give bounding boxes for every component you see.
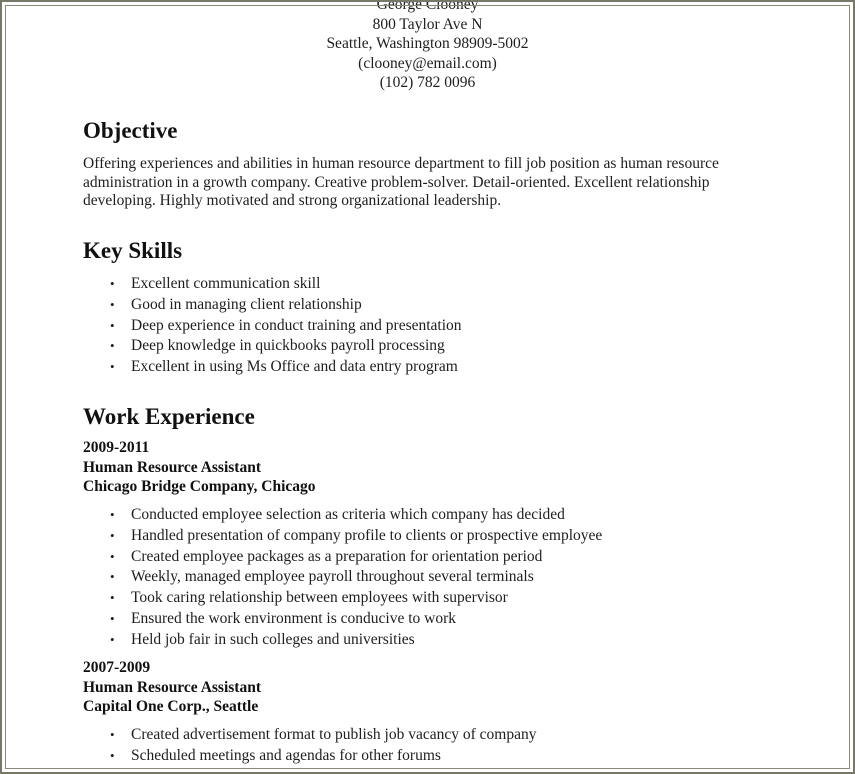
bullet-icon: •: [110, 296, 115, 312]
bullet-icon: •: [110, 338, 115, 354]
job-position: Human Resource Assistant: [83, 678, 261, 696]
email-address: (clooney@email.com): [358, 54, 497, 72]
skill-item: • Excellent in using Ms Office and data entry program: [110, 357, 462, 378]
skill-item: • Deep knowledge in quickbooks payroll processing: [110, 336, 462, 357]
duty-item: • Scheduled meetings and agendas for other forums: [110, 746, 536, 767]
job-years: 2009-2011: [83, 439, 150, 456]
bullet-icon: •: [110, 727, 115, 742]
bullet-icon: •: [110, 507, 115, 522]
bullet-icon: •: [110, 276, 115, 291]
bullet-icon: •: [110, 631, 115, 647]
duty-item: • Handled presentation of company profile to clients or prospective employee: [110, 526, 602, 547]
bullet-icon: •: [110, 548, 115, 564]
objective-heading: Objective: [83, 118, 178, 143]
street-address: 800 Taylor Ave N: [372, 15, 483, 33]
bullet-icon: •: [110, 359, 115, 375]
job-position: Human Resource Assistant: [83, 458, 261, 476]
bullet-icon: •: [110, 610, 115, 626]
duty-item: • Created advertisement format to publish job vacancy of company: [110, 725, 536, 746]
job-company: Capital One Corp., Seattle: [83, 698, 259, 715]
duty-item: • Ensured the work environment is conducive to work: [110, 609, 602, 630]
job-company: Chicago Bridge Company, Chicago: [83, 478, 316, 495]
city-state-zip: Seattle, Washington 98909-5002: [326, 35, 529, 52]
objective-line: Offering experiences and abilities in human resource department to fill job position as human resource: [83, 155, 719, 172]
phone-number: (102) 782 0096: [379, 74, 476, 91]
job-duties-list: [110, 725, 536, 767]
job-header: [83, 438, 316, 497]
job-years: 2007-2009: [83, 659, 151, 676]
duty-item: • Weekly, managed employee payroll throughout several terminals: [110, 567, 602, 588]
bullet-icon: •: [110, 569, 115, 585]
skill-item: • Deep experience in conduct training and presentation: [110, 316, 462, 337]
job-header: [83, 658, 261, 717]
key-skills-heading: Key Skills: [83, 238, 183, 263]
bullet-icon: •: [110, 590, 115, 606]
skills-list: [110, 274, 462, 378]
skill-item: • Excellent communication skill: [110, 274, 462, 295]
job-duties-list: [110, 505, 602, 651]
duty-item: • Took caring relationship between employees with supervisor: [110, 588, 602, 609]
objective-line: administration in a growth company. Creative problem-solver. Detail-oriented. Excellent relationship: [83, 173, 710, 191]
duty-item: • Created employee packages as a preparation for orientation period: [110, 547, 602, 568]
objective-text: [83, 155, 823, 211]
applicant-name: George Clooney: [376, 0, 479, 13]
skill-item: • Good in managing client relationship: [110, 295, 462, 316]
duty-item: • Held job fair in such colleges and universities: [110, 630, 602, 651]
duty-item: • Conducted employee selection as criteria which company has decided: [110, 505, 602, 526]
objective-line: developing. Highly motivated and strong organizational leadership.: [83, 192, 502, 209]
contact-header: [0, 0, 855, 93]
bullet-icon: •: [110, 317, 115, 333]
work-experience-heading: Work Experience: [83, 404, 255, 429]
bullet-icon: •: [110, 527, 115, 543]
bullet-icon: •: [110, 747, 115, 763]
